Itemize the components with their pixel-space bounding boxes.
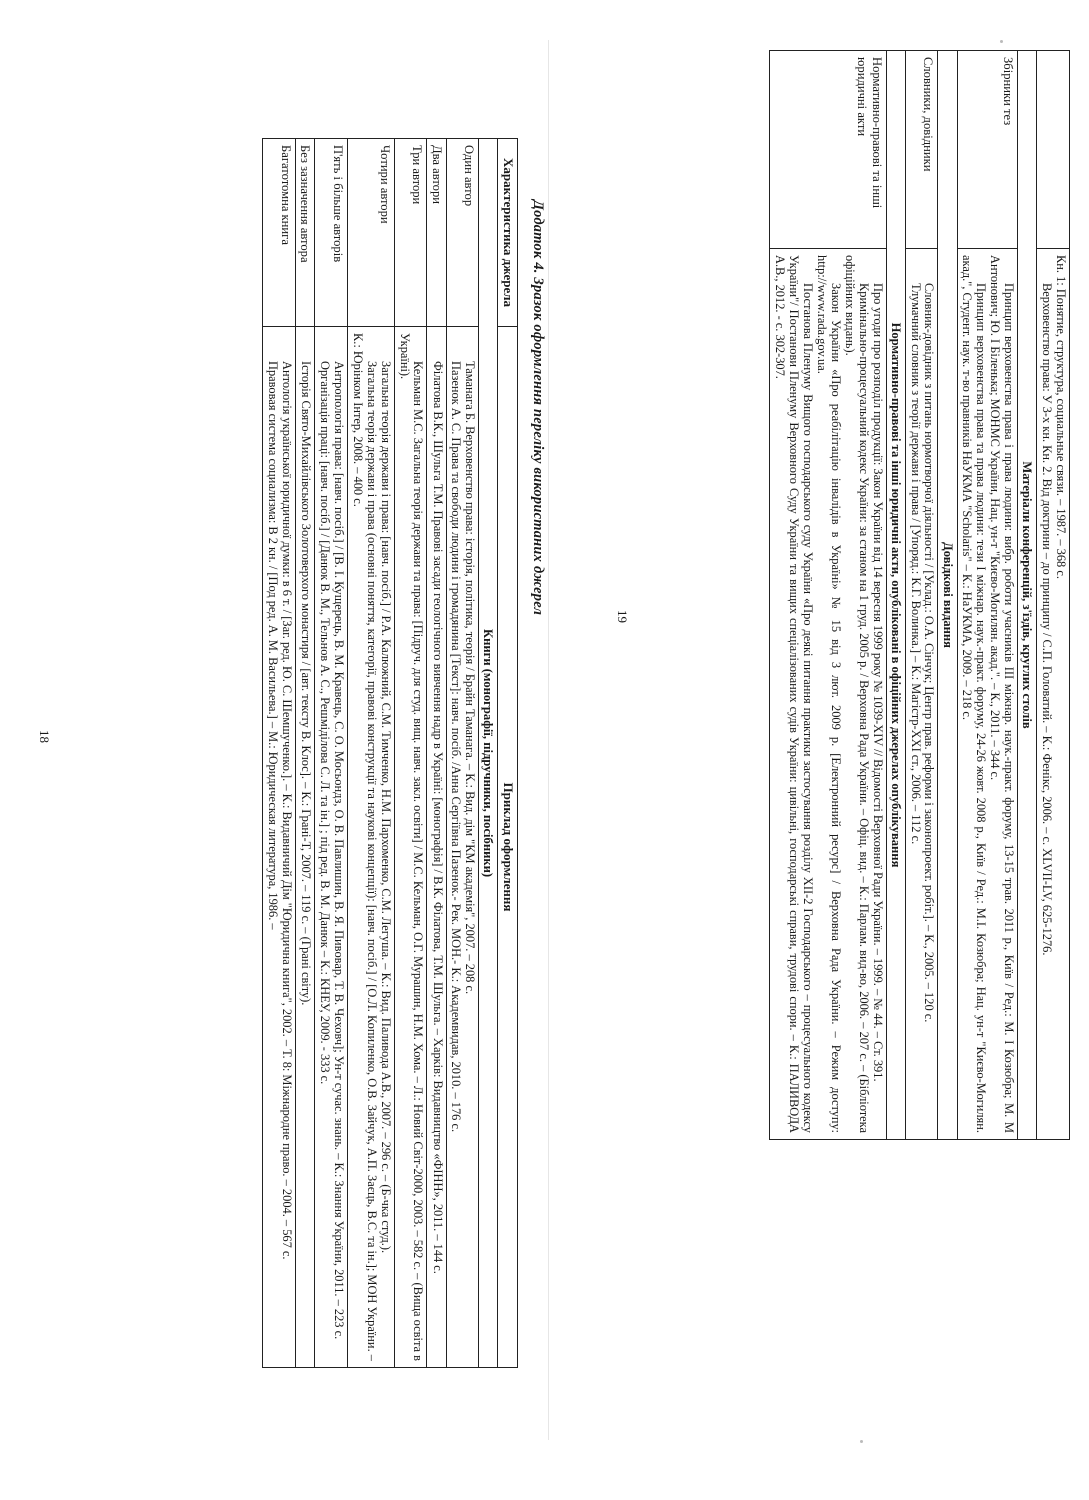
table-row [957, 51, 1018, 1140]
table-row [770, 51, 886, 1140]
reference-entry: Загальна теорія держави і права (основні поняття, категорії, правові конструкції та наукові концепції): [навч. посіб.] / [О.Л. Копиленко, О.В. Зайчук, А.П. Заєць, В.С. та ін.]; МОН України. – К.: Юрінком Інтер, 2008. – 400 с. [350, 333, 379, 1361]
reference-entry: Таманага Б. Верховенство права: історія, політика, теорія / Брайн Таманага. – К.: Вид. дім "КМ академія", 2007. – 208 с. [463, 361, 478, 995]
appendix-title: Додаток 4. Зразок оформлення переліку використаних джерел [530, 200, 546, 616]
scan-speck [860, 1440, 863, 1443]
reference-entry: Правовая система социализма: В 2 кн. / [Под ред. А. М. Васильева.] – М.: Юридическая литература, 1986. – [266, 361, 281, 930]
category-continued [1037, 51, 1070, 249]
table-row [263, 139, 296, 1368]
reference-entry: Тлумачний словник з теорії держави і права / [Упоряд.: К.Г. Волинка.] – К.: Магістр-XXI ст., 2006. – 112 с. [908, 283, 923, 845]
reference-entry: Словник-довідник з питань нормотворчої діяльності / [Уклад.: О.А. Сінчук; Центр прав. реформи і законопроект. робіт.]. – К., 2005. – 120 с. [922, 283, 937, 1023]
reference-entry: Про угоди про розподіл продукції: Закон України від 14 вересня 1999 року № 1039-XIV // Відомості Верховної Ради України. – 1999. – № 44. – Ст. 391. [870, 283, 885, 1082]
table-row [446, 139, 479, 1368]
reference-entry: Принцип верховенства права і права людини: вибр. роботи учасників ІІІ міжнар. наук.-практ. форуму, 13-15 трав. 2011 р., Київ / Ред.: М. І Козюбра; М. М Антонович; Ю. І Біленька; МОНМС України, Нац. ун-т "Києво-Могилян. акад.". – К., 2011. – 344 с. [988, 255, 1017, 1133]
table-header-row [498, 139, 518, 1368]
section-reference-editions: Довідкові видання [938, 51, 957, 1140]
category-normative-acts: Нормативно-правові та інші юридичні акти [770, 51, 886, 249]
reference-entry: Кримінально-процесуальний кодекс України: за станом на 1 груд. 2005 р. / Верховна Рада України. – Офіц. вид. – К.: Парлам. вид-во, 2006. – 207 с. – (Бібліотека офіційних видань). [842, 255, 871, 1133]
category-five-plus-authors: П'ять і більше авторів [315, 139, 348, 327]
table-row [315, 139, 348, 1368]
example-cell [1037, 249, 1070, 1140]
category-three-authors: Три автори [394, 139, 427, 327]
reference-entry: Постанова Пленуму Вищого господарського суду України «Про деякі питання практики застосування розділу XII-2 Господарського – процесуального кодексу України"/ Постанови Пленуму Верховного Суду України та вищих спеціалізованих судів України: цивільні, господарські справи, трудові спори. – К.: ПАЛИВОДА А.В., 2012. - с. 302-307. [773, 255, 816, 1133]
category-dictionaries: Словники, довідники [905, 51, 938, 249]
reference-entry: Закон України «Про реабілітацію інвалідів в Україні» № 15 від 3 лют. 2009 р. [Електронний ресурс] / Верховна Рада України. – Режим доступу: http://www.rada.gov.ua. [815, 255, 843, 1133]
right-page [608, 50, 1078, 1430]
section-row [886, 51, 905, 1140]
example-cell [263, 327, 296, 1368]
reference-entry: Історія Свято-Михайлівського Золотоверхого монастиря / [авт. тексту В. Клос]. – К.: Грані-Т, 2007. – 119 с. – (Грані світу). [299, 361, 314, 1006]
example-cell [394, 327, 427, 1368]
page-gutter [548, 40, 549, 1440]
section-normative-acts: Нормативно-правові та інші юридичні акти, опубліковані в офіційних джерелах опублікування [886, 51, 905, 1140]
references-table-right [769, 50, 1070, 1140]
example-cell [770, 249, 886, 1140]
category-two-authors: Два автори [427, 139, 446, 327]
category-four-authors: Чотири автори [348, 139, 395, 327]
reference-entry: Антропологія права: [навч. посіб.] / [В. І. Кущерець, В. М. Кравець, С. О. Мосьондз, О. В. Павлишин, В. Я. Пивовар, Т. В. Чеховч]; Ун-т сучас. знань. – К.: Знання України, 2011. – 223 с. [332, 361, 347, 1340]
table-row [394, 139, 427, 1368]
table-row [348, 139, 395, 1368]
header-source-type: Характеристика джерела [498, 139, 518, 327]
reference-entry: Верховенство права: У 3-х кн. Кн. 2. Від доктрини – до принципу / С.П. Головатий. – К.: Фенікс, 2006. – с. XLVII-LV, 625-1276. [1040, 283, 1055, 956]
example-cell [905, 249, 938, 1140]
reference-entry: Організація праці: [навч. посіб.] / [Данюк В. М., Тельнов А. С., Решміділова С. Л. та ін.] ; під ред. В. М. Данюк – К.: КНЕУ, 2009. - 333 с. [318, 361, 333, 1085]
category-no-author: Без зазначення автора [296, 139, 315, 327]
table-row [296, 139, 315, 1368]
section-row [938, 51, 957, 1140]
section-conferences: Матеріали конференцій, з'їздів, круглих столів [1018, 51, 1037, 1140]
reference-entry: Антологія української юридичної думки: в 6 т. / [Заг. ред. Ю. С. Шемшученко.]. – К.: Видавничий Дім "Юридична книга", 2002. – Т. 8: Міжнародне право. – 2004. – 567 с. [280, 361, 295, 1260]
section-books: Книги (монографії, підручники, посібники) [479, 139, 498, 1368]
section-row [479, 139, 498, 1368]
reference-entry: Кельман М.С. Загальна теорія держави та права: [Підруч. для студ. вищ. навч. закл. освіти] / М.С. Кельман, О.Г. Мурашин, Н.М. Хома. – Л.: Новий Світ-2000, 2003. – 582 с. – (Вища освіта в Україні). [397, 333, 426, 1361]
page-number: 19 [615, 610, 630, 623]
example-cell [296, 327, 315, 1368]
scan-speck [1000, 40, 1003, 43]
reference-entry: Загальна теорія держави і права: [навч. посіб.] / Р.А. Калюжний, С.М. Тимченко, Н.М. Пархоменко, С.М. Легуша. – К.: Вид. Паливода А.В., 2007. – 296 с. – (Б-чка студ.). [378, 361, 393, 1254]
category-one-author: Один автор [446, 139, 479, 327]
example-cell [427, 327, 446, 1368]
reference-entry: Пазенок А. С. Права та свободи людини і громадянина [Текст]: навч. посіб. /Анна Сергіївна Пазенок.- Рек. МОН.- К.: Академвидав, 2010. – 176 с. [449, 361, 464, 1133]
example-cell [315, 327, 348, 1368]
left-page [28, 50, 548, 1430]
reference-entry: Філатова В.К., Шульга Т.М. Правові засади геологічного вивчення надр в Україні: [монографія] / В.К. Філатова, Т.М. Шульга. – Харків: Видавництво «ФІНН», 2011. – 144 с. [430, 361, 445, 1274]
page-number: 18 [37, 730, 52, 743]
table-row [905, 51, 938, 1140]
references-table-left [262, 138, 518, 1368]
section-row [1018, 51, 1037, 1140]
table-row [1037, 51, 1070, 1140]
header-example: Приклад оформлення [498, 327, 518, 1368]
table-row [427, 139, 446, 1368]
example-cell [446, 327, 479, 1368]
category-multivolume: Багатотомна книга [263, 139, 296, 327]
example-cell [957, 249, 1018, 1140]
example-cell [348, 327, 395, 1368]
reference-entry: Принцип верховенства права та права людини: тези І міжнар. наук.-практ. форуму, 24-26 жовт. 2008 р., Київ / Ред.: М.І. Козюбра; Нац. ун-т "Києво-Могилян. акад.", Студент. наук. т-во правників НаУКМА "Scholaris" – К.: НаУКМА, 2009. – 218 с. [960, 255, 989, 1133]
category-abstract-collections: Збірники тез [957, 51, 1018, 249]
reference-entry: Кн. 1: Понятие, структура, социальные связи. – 1987. – 368 с. [1054, 255, 1068, 579]
